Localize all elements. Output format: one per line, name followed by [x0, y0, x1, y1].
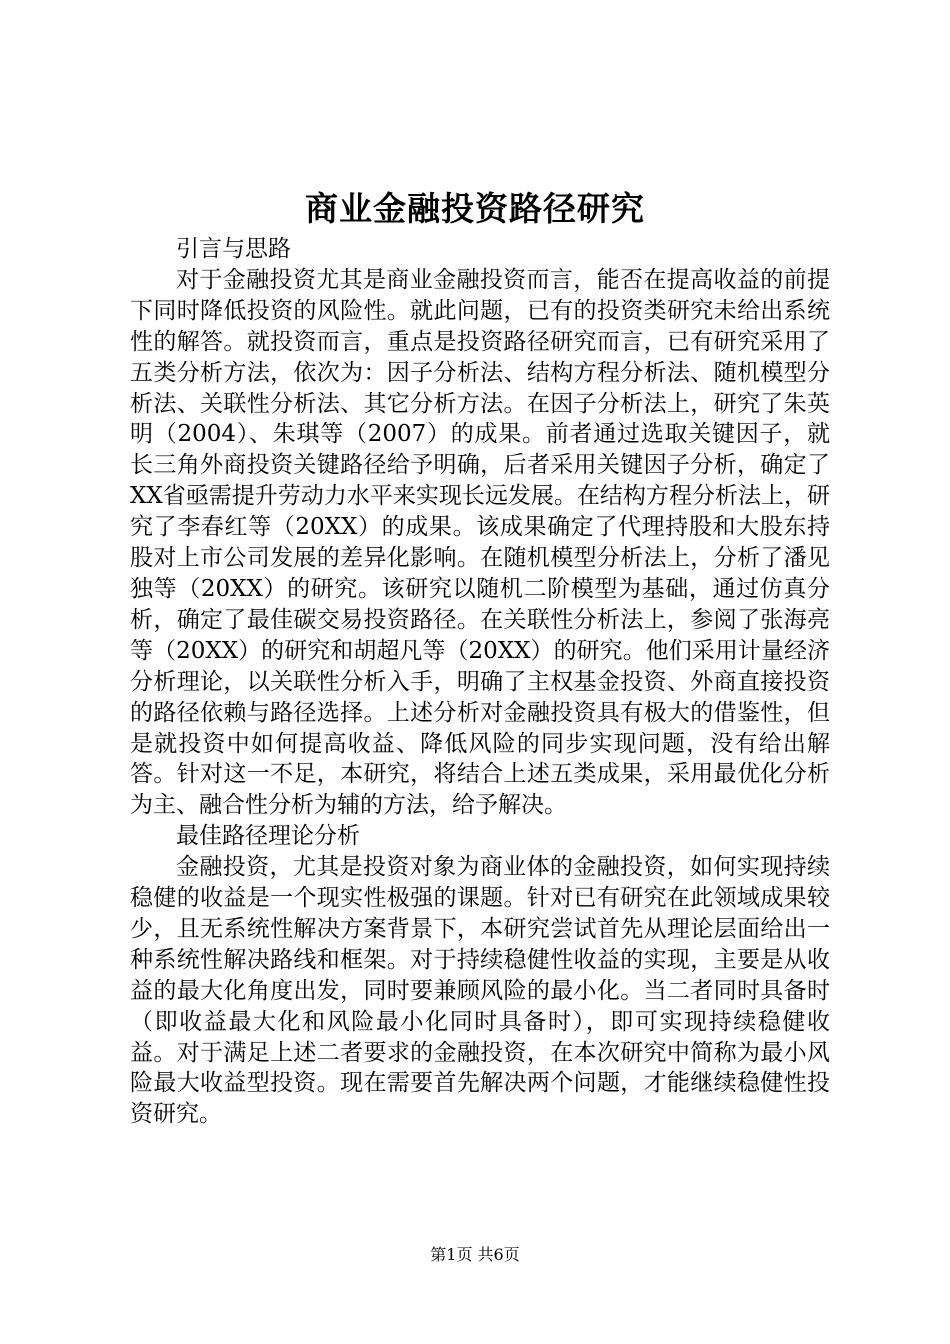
document-title: 商业金融投资路径研究	[305, 189, 645, 228]
document-body	[130, 234, 830, 1130]
section-heading-theory: 最佳路径理论分析	[176, 823, 360, 850]
section-heading-intro: 引言与思路	[176, 236, 291, 262]
section-paragraph-theory: 金融投资，尤其是投资对象为商业体的金融投资，如何实现持续稳健的收益是一个现实性极强的课题。针对已有研究在此领域成果较少，且无系统性解决方案背景下，本研究尝试首先从理论层面给出一种系统性解决路线和框架。对于持续稳健性收益的实现，主要是从收益的最大化角度出发，同时要兼顾风险的最小化。当二者同时具备时（即收益最大化和风险最小化同时具备时），即可实现持续稳健收益。对于满足上述二者要求的金融投资，在本次研究中简称为最小风险最大收益型投资。现在需要首先解决两个问题，才能继续稳健性投资研究。	[130, 854, 830, 1128]
section-paragraph-intro: 对于金融投资尤其是商业金融投资而言，能否在提高收益的前提下同时降低投资的风险性。就此问题，已有的投资类研究未给出系统性的解答。就投资而言，重点是投资路径研究而言，已有研究采用了五类分析方法，依次为：因子分析法、结构方程分析法、随机模型分析法、关联性分析法、其它分析方法。在因子分析法上，研究了朱英明（2004）、朱琪等（2007）的成果。前者通过选取关键因子，就长三角外商投资关键路径给予明确，后者采用关键因子分析，确定了XX省亟需提升劳动力水平来实现长远发展。在结构方程分析法上，研究了李春红等（20XX）的成果。该成果确定了代理持股和大股东持股对上市公司发展的差异化影响。在随机模型分析法上，分析了潘见独等（20XX）的研究。该研究以随机二阶模型为基础，通过仿真分析，确定了最佳碳交易投资路径。在关联性分析法上，参阅了张海亮等（20XX）的研究和胡超凡等（20XX）的研究。他们采用计量经济分析理论，以关联性分析入手，明确了主权基金投资、外商直接投资的路径依赖与路径选择。上述分析对金融投资具有极大的借鉴性，但是就投资中如何提高收益、降低风险的同步实现问题，没有给出解答。针对这一不足，本研究，将结合上述五类成果，采用最优化分析为主、融合性分析为辅的方法，给予解决。	[130, 266, 830, 819]
page-footer: 第1页 共6页	[430, 1245, 520, 1264]
